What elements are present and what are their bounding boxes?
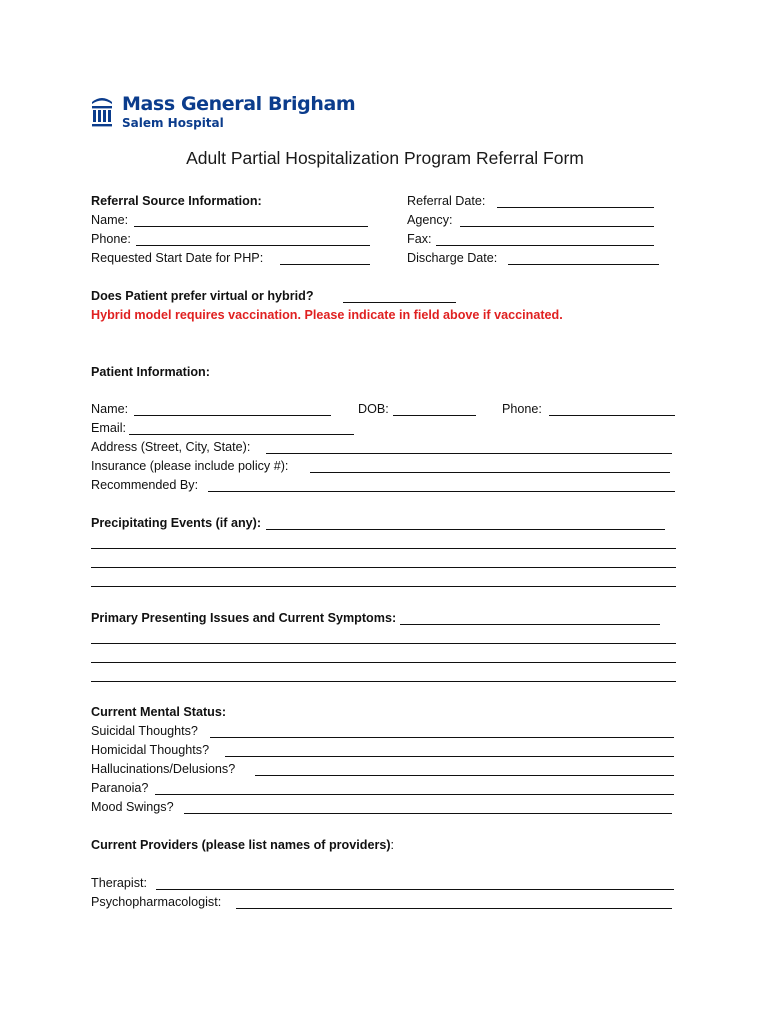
- hallucinations-label: Hallucinations/Delusions?: [91, 762, 236, 776]
- ref-start-date-field[interactable]: [280, 264, 370, 265]
- precipitating-field-4[interactable]: [91, 586, 676, 587]
- hospital-columns-icon: [91, 94, 113, 130]
- logo-text: [122, 94, 355, 130]
- homicidal-field[interactable]: [225, 756, 674, 757]
- patient-phone-field[interactable]: [549, 415, 675, 416]
- patient-phone-label: Phone:: [502, 402, 542, 416]
- virtual-hybrid-question: Does Patient prefer virtual or hybrid?: [91, 289, 314, 303]
- insurance-field[interactable]: [310, 472, 670, 473]
- fax-field[interactable]: [436, 245, 654, 246]
- psychopharmacologist-label: Psychopharmacologist:: [91, 895, 222, 909]
- ref-name-field[interactable]: [134, 226, 368, 227]
- recommended-label: Recommended By:: [91, 478, 199, 492]
- agency-label: Agency:: [407, 213, 453, 227]
- suicidal-field[interactable]: [210, 737, 674, 738]
- dob-label: DOB:: [358, 402, 389, 416]
- presenting-field-1[interactable]: [400, 624, 660, 625]
- presenting-field-3[interactable]: [91, 662, 676, 663]
- discharge-date-field[interactable]: [508, 264, 659, 265]
- ref-start-date-label: Requested Start Date for PHP:: [91, 251, 264, 265]
- precipitating-field-2[interactable]: [91, 548, 676, 549]
- presenting-field-2[interactable]: [91, 643, 676, 644]
- form-title: Adult Partial Hospitalization Program Referral Form: [186, 148, 584, 168]
- referral-date-label: Referral Date:: [407, 194, 486, 208]
- presenting-heading: Primary Presenting Issues and Current Symptoms:: [91, 611, 397, 625]
- email-label: Email:: [91, 421, 126, 435]
- precipitating-field-1[interactable]: [266, 529, 665, 530]
- fax-label: Fax:: [407, 232, 432, 246]
- precipitating-heading: Precipitating Events (if any):: [91, 516, 262, 530]
- org-name: Mass General Brigham: [122, 93, 356, 115]
- email-field[interactable]: [129, 434, 354, 435]
- homicidal-label: Homicidal Thoughts?: [91, 743, 210, 757]
- agency-field[interactable]: [460, 226, 654, 227]
- mental-status-heading: Current Mental Status:: [91, 705, 227, 719]
- paranoia-label: Paranoia?: [91, 781, 149, 795]
- providers-heading-colon: :: [390, 838, 395, 852]
- virtual-hybrid-field[interactable]: [343, 302, 456, 303]
- psychopharmacologist-field[interactable]: [236, 908, 672, 909]
- dob-field[interactable]: [393, 415, 476, 416]
- patient-info-heading: Patient Information:: [91, 365, 210, 379]
- presenting-field-4[interactable]: [91, 681, 676, 682]
- hallucinations-field[interactable]: [255, 775, 674, 776]
- ref-phone-field[interactable]: [136, 245, 370, 246]
- ref-phone-label: Phone:: [91, 232, 131, 246]
- discharge-date-label: Discharge Date:: [407, 251, 498, 265]
- address-label: Address (Street, City, State):: [91, 440, 251, 454]
- providers-heading: Current Providers (please list names of providers): [91, 838, 391, 852]
- providers-heading-wrap: [91, 837, 394, 853]
- patient-name-field[interactable]: [134, 415, 331, 416]
- insurance-label: Insurance (please include policy #):: [91, 459, 289, 473]
- patient-name-label: Name:: [91, 402, 129, 416]
- ref-name-label: Name:: [91, 213, 129, 227]
- mood-swings-field[interactable]: [184, 813, 672, 814]
- therapist-field[interactable]: [156, 889, 674, 890]
- org-subname: Salem Hospital: [122, 116, 224, 130]
- precipitating-field-3[interactable]: [91, 567, 676, 568]
- suicidal-label: Suicidal Thoughts?: [91, 724, 198, 738]
- referral-source-heading: Referral Source Information:: [91, 194, 262, 208]
- vaccination-warning: Hybrid model requires vaccination. Please indicate in field above if vaccinated.: [91, 308, 563, 322]
- mood-swings-label: Mood Swings?: [91, 800, 174, 814]
- therapist-label: Therapist:: [91, 876, 147, 890]
- org-logo: [91, 94, 355, 130]
- paranoia-field[interactable]: [155, 794, 674, 795]
- referral-date-field[interactable]: [497, 207, 654, 208]
- recommended-field[interactable]: [208, 491, 675, 492]
- address-field[interactable]: [266, 453, 672, 454]
